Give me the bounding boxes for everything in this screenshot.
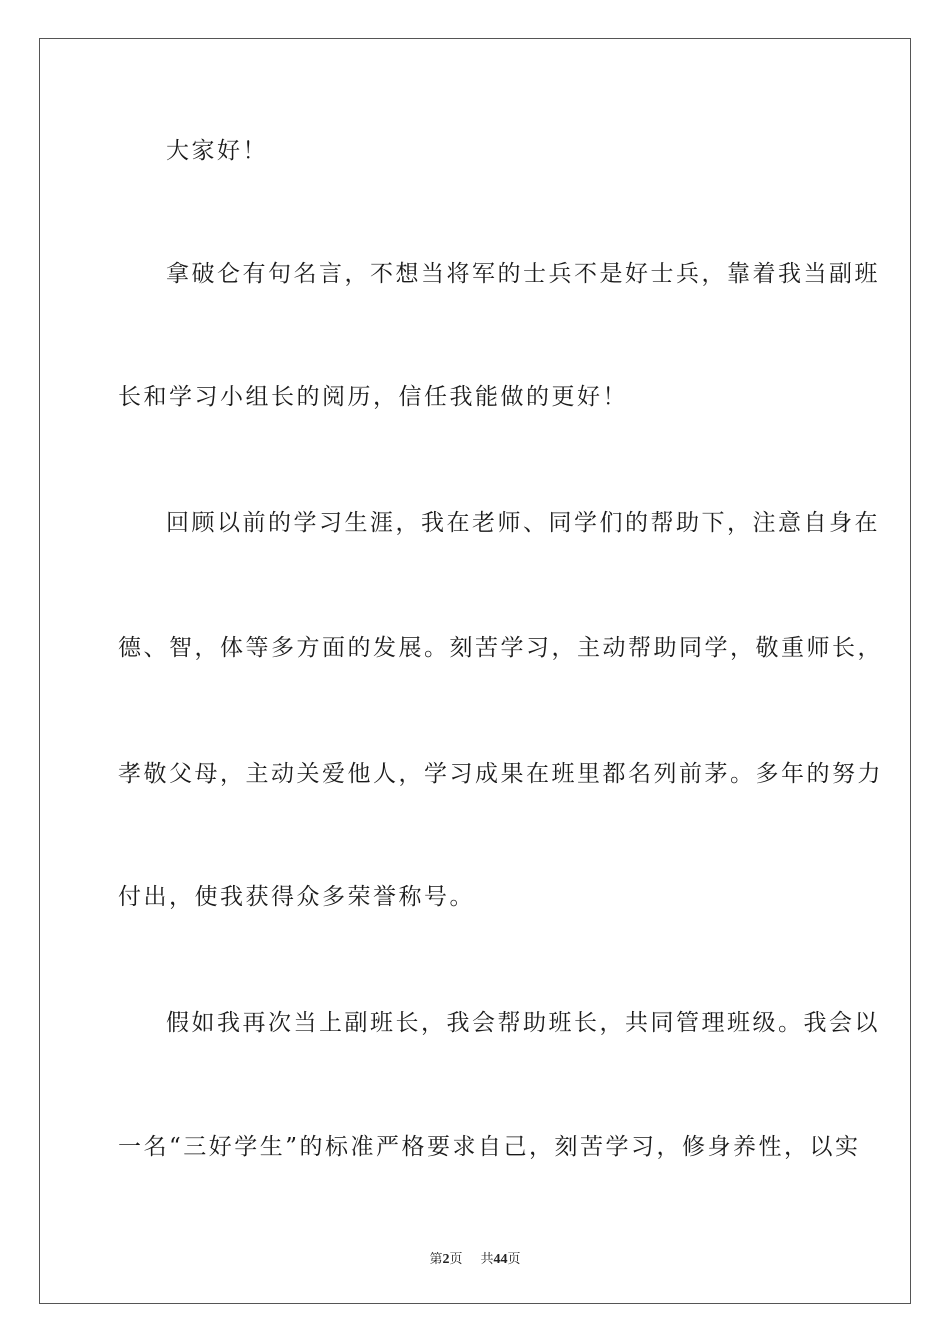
footer-total-suffix: 页 [507,1252,521,1267]
paragraph-2-line-1: 拿破仑有句名言，不想当将军的士兵不是好士兵，靠着我当副班 [166,261,880,287]
paragraph-4-line-2: 一名“三好学生”的标准严格要求自己，刻苦学习，修身养性，以实 [118,1134,861,1160]
paragraph-4-line-1: 假如我再次当上副班长，我会帮助班长，共同管理班级。我会以 [166,1010,880,1036]
paragraph-1-line-1: 大家好！ [166,138,268,164]
page-border [39,38,911,1304]
paragraph-2-line-2: 长和学习小组长的阅历，信任我能做的更好！ [118,384,628,410]
paragraph-3-line-1: 回顾以前的学习生涯，我在老师、同学们的帮助下，注意自身在 [166,510,880,536]
paragraph-3-line-2: 德、智，体等多方面的发展。刻苦学习，主动帮助同学，敬重师长， [118,635,883,661]
paragraph-3-line-3: 孝敬父母，主动关爱他人，学习成果在班里都名列前茅。多年的努力 [118,761,883,787]
page-footer [0,1248,950,1268]
footer-total-number: 44 [493,1252,508,1267]
footer-total-prefix: 共 [480,1252,494,1267]
footer-page-suffix: 页 [449,1252,463,1267]
footer-page-prefix: 第 [429,1252,443,1267]
paragraph-3-line-4: 付出，使我获得众多荣誉称号。 [118,884,475,910]
footer-page-number: 2 [442,1252,450,1267]
